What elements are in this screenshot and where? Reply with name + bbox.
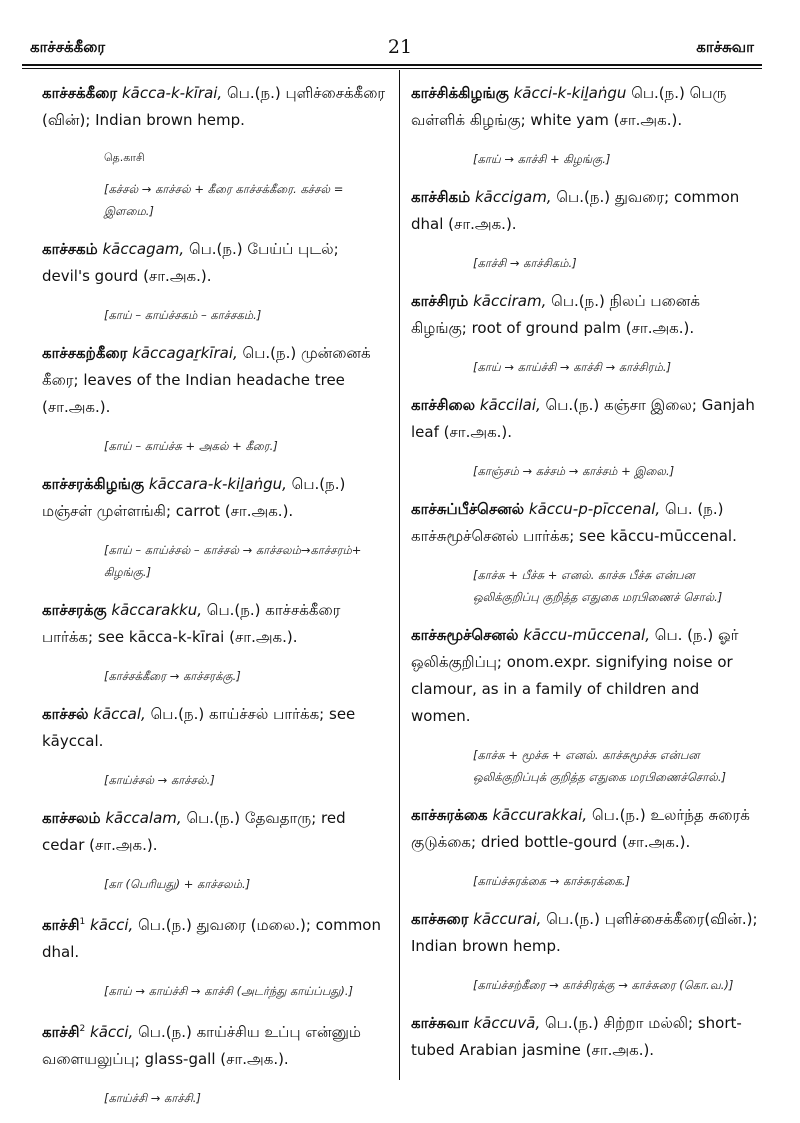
- entry-definition: பெ.(ந.) காய்ச்சல் பார்க்க; see kāyccal.: [42, 705, 356, 750]
- entry-definition: பெ.(ந.) புளிச்சைக்கீரை (வின்); Indian brown hemp.: [42, 84, 386, 129]
- entry-transliteration: kāccilai,: [479, 396, 541, 414]
- entry-headword: காச்சல்: [42, 705, 89, 723]
- homonym-number: 1: [79, 917, 86, 927]
- entry-headword: காச்சுரக்கை: [411, 806, 488, 824]
- dictionary-entry: [42, 1016, 390, 1073]
- entry-definition: பெ.(ந.) காய்ச்சிய உப்பு என்னும் வளையலுப்பு; glass-gall (சா.அக.).: [42, 1023, 361, 1068]
- entry-transliteration: kāccurai,: [473, 910, 542, 928]
- entry-etymology: [காச்சு + மூச்சு + எனல். காச்சுமூச்சு என்பன ஒலிக்குறிப்புக் குறித்த எதுகை மரபிணைச்சொல்.]: [473, 748, 726, 784]
- dictionary-entry: [42, 805, 390, 859]
- entry-headword: காச்சி: [42, 916, 80, 934]
- entry-headword: காச்சக்கீரை: [42, 84, 118, 102]
- dictionary-entry: [411, 802, 759, 856]
- homonym-number: 2: [79, 1024, 86, 1034]
- dictionary-entry: [42, 909, 390, 966]
- entry-transliteration: kāccagam,: [102, 240, 185, 258]
- entry-etymology: [கச்சல் → காச்சல் + கீரை காச்சக்கீரை. கச்சல் = இளமை.]: [104, 182, 344, 218]
- entry-etymology: [காச்சக்கீரை → காச்சரக்கு.]: [104, 669, 241, 683]
- entry-etymology: [காய் – காய்ச்சு + அகல் + கீரை.]: [104, 439, 278, 453]
- entry-definition: பெ. (ந.) ஓர் ஒலிக்குறிப்பு; onom.expr. signifying noise or clamour, as in a family of children and women.: [411, 626, 739, 725]
- entry-etymology: [கா (பெரியது) + காச்சலம்.]: [104, 877, 251, 891]
- entry-transliteration: kāccuvā,: [473, 1014, 541, 1032]
- right-column: [411, 80, 759, 1078]
- dictionary-entry: [42, 236, 390, 290]
- entry-etymology: [காய் – காய்ச்சல் – காச்சல் → காச்சலம்→காச்சரம்+ கிழங்கு.]: [104, 543, 362, 579]
- entry-etymology: [காய்ச்சல் → காச்சல்.]: [104, 773, 215, 787]
- dictionary-entry: [411, 906, 759, 960]
- entry-headword: காச்சலம்: [42, 809, 101, 827]
- entry-etymology: [காய்ச்சற்கீரை → காச்சிரக்கு → காச்சுரை (கொ.வ.)]: [473, 978, 734, 992]
- entry-headword: காச்சிலை: [411, 396, 476, 414]
- entry-definition: பெ.(ந.) முன்னைக் கீரை; leaves of the Indian headache tree (சா.அக.).: [42, 344, 371, 416]
- left-column: [42, 80, 390, 1123]
- entry-etymology: [காஞ்சம் → கச்சம் → காச்சம் + இலை.]: [473, 464, 675, 478]
- entry-definition: பெ.(ந.) நிலப் பனைக் கிழங்கு; root of ground palm (சா.அக.).: [411, 292, 700, 337]
- dictionary-entry: [42, 701, 390, 755]
- entry-transliteration: kāccagaṟkīrai,: [132, 344, 238, 362]
- entry-definition: பெ.(ந.) துவரை (மலை.); common dhal.: [42, 916, 381, 961]
- entry-definition: பெ.(ந.) தேவதாரு; red cedar (சா.அக.).: [42, 809, 346, 854]
- entry-definition: பெ. (ந.) காச்சுமூச்செனல் பார்க்க; see kāccu-mūccenal.: [411, 500, 737, 545]
- entry-transliteration: kāccara-k-kiḻaṅgu,: [148, 475, 287, 493]
- entry-etymology: [காய் → காய்ச்சி → காச்சி (அடர்ந்து காய்ப்பது).]: [104, 984, 353, 998]
- dictionary-entry: [411, 80, 759, 134]
- entry-definition: பெ.(ந.) சிற்றா மல்லி; short-tubed Arabian jasmine (சா.அக.).: [411, 1014, 742, 1059]
- entry-headword: காச்சரக்கிழங்கு: [42, 475, 145, 493]
- entry-etymology: [காய் – காய்ச்சகம் – காச்சகம்.]: [104, 308, 262, 322]
- entry-etymology: [காய்ச்சுரக்கை → காச்சுரக்கை.]: [473, 874, 630, 888]
- entry-headword: காச்சி: [42, 1023, 80, 1041]
- entry-definition: பெ.(ந.) உலர்ந்த சுரைக் குடுக்கை; dried bottle-gourd (சா.அக.).: [411, 806, 750, 851]
- dictionary-entry: [42, 340, 390, 421]
- entry-etymology: [காச்சி → காச்சிகம்.]: [473, 256, 577, 270]
- entry-headword: காச்சுமூச்செனல்: [411, 626, 519, 644]
- dictionary-entry: [411, 1010, 759, 1064]
- entry-transliteration: kācci,: [90, 916, 134, 934]
- entry-etymology: [காச்சு + பீச்சு + எனல். காச்சு பீச்சு என்பன ஒலிக்குறிப்பு குறித்த எதுகை மரபிணைச் சொல்.]: [473, 568, 723, 604]
- header-rule-thin: [22, 68, 762, 69]
- entry-transliteration: kāccurakkai,: [492, 806, 588, 824]
- entry-definition: பெ.(ந.) பேய்ப் புடல்; devil's gourd (சா.அக.).: [42, 240, 339, 285]
- left-guide-word: காச்சக்கீரை: [30, 38, 106, 56]
- entry-definition: பெ.(ந.) காச்சக்கீரை பார்க்க; see kācca-k-kīrai (சா.அக.).: [42, 601, 341, 646]
- entry-definition: பெ.(ந.) புளிச்சைக்கீரை(வின்.); Indian brown hemp.: [411, 910, 758, 955]
- dictionary-entry: [411, 184, 759, 238]
- entry-transliteration: kācci,: [90, 1023, 134, 1041]
- entry-headword: காச்சிக்கிழங்கு: [411, 84, 509, 102]
- entry-transliteration: kāccal,: [93, 705, 146, 723]
- entry-definition: பெ.(ந.) பெரு வள்ளிக் கிழங்கு; white yam (சா.அக.).: [411, 84, 727, 129]
- column-divider: [399, 70, 400, 1080]
- entry-transliteration: kāccigam,: [474, 188, 552, 206]
- entry-transliteration: kāccarakku,: [111, 601, 202, 619]
- entry-transliteration: kāccu-p-pīccenal,: [528, 500, 661, 518]
- entry-cognate-note: தெ.காசி: [104, 151, 145, 164]
- entry-headword: காச்சகம்: [42, 240, 98, 258]
- entry-headword: காச்சுவா: [411, 1014, 469, 1032]
- dictionary-entry: [411, 392, 759, 446]
- entry-etymology: [காய் → காய்ச்சி → காச்சி → காச்சிரம்.]: [473, 360, 671, 374]
- right-guide-word: காச்சுவா: [696, 38, 754, 56]
- entry-etymology: [காய்ச்சி → காச்சி.]: [104, 1091, 201, 1105]
- page-number: 21: [387, 36, 413, 58]
- entry-headword: காச்சரக்கு: [42, 601, 107, 619]
- dictionary-entry: [411, 622, 759, 730]
- entry-transliteration: kācciram,: [473, 292, 547, 310]
- entry-headword: காச்சிரம்: [411, 292, 469, 310]
- entry-headword: காச்சுப்பீச்செனல்: [411, 500, 525, 518]
- header-rule: [22, 64, 762, 66]
- entry-definition: பெ.(ந.) கஞ்சா இலை; Ganjah leaf (சா.அக.).: [411, 396, 755, 441]
- entry-etymology: [காய் → காச்சி + கிழங்கு.]: [473, 152, 611, 166]
- entry-transliteration: kāccalam,: [105, 809, 182, 827]
- entry-headword: காச்சகற்கீரை: [42, 344, 128, 362]
- dictionary-entry: [42, 597, 390, 651]
- entry-headword: காச்சிகம்: [411, 188, 471, 206]
- entry-transliteration: kācci-k-kiḻaṅgu: [513, 84, 627, 102]
- dictionary-entry: [411, 288, 759, 342]
- entry-transliteration: kāccu-mūccenal,: [523, 626, 650, 644]
- entry-headword: காச்சுரை: [411, 910, 469, 928]
- dictionary-entry: [42, 80, 390, 134]
- dictionary-entry: [42, 471, 390, 525]
- dictionary-entry: [411, 496, 759, 550]
- entry-definition: பெ.(ந.) மஞ்சள் முள்ளங்கி; carrot (சா.அக.).: [42, 475, 346, 520]
- entry-transliteration: kācca-k-kīrai,: [121, 84, 223, 102]
- entry-definition: பெ.(ந.) துவரை; common dhal (சா.அக.).: [411, 188, 740, 233]
